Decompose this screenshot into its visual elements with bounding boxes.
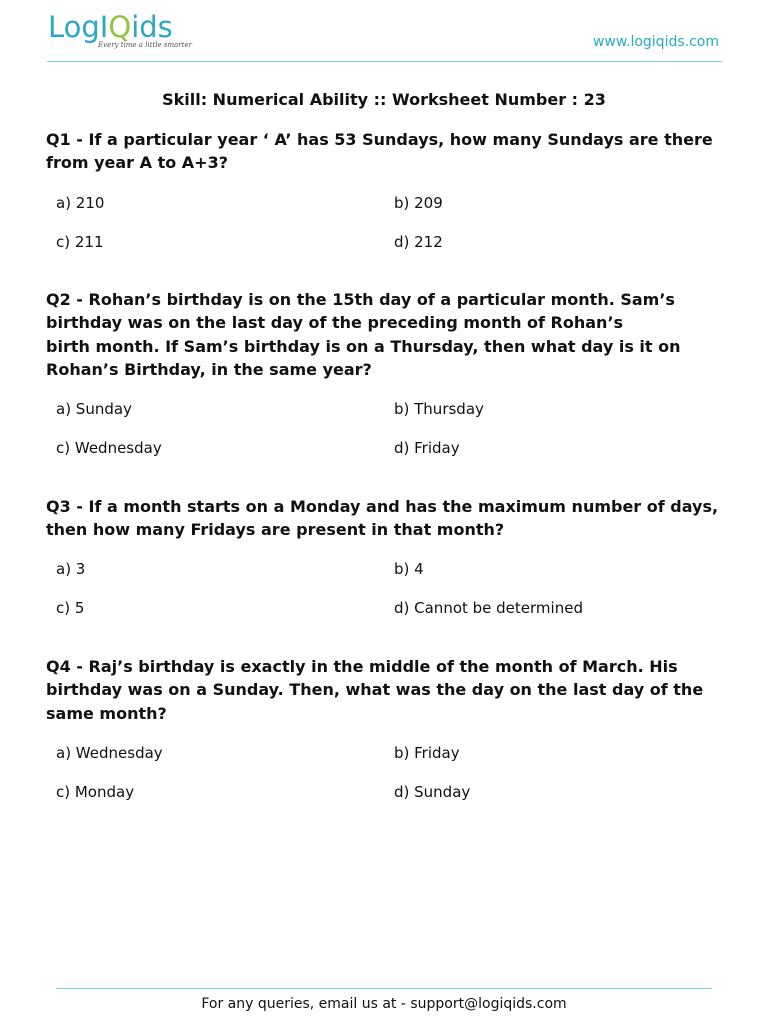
q2-option-b: b) Thursday [394, 400, 484, 418]
question-3-text [46, 495, 726, 542]
question-4-text [46, 655, 726, 725]
page-header [0, 0, 768, 62]
q4-option-c: c) Monday [56, 783, 135, 801]
q3-option-c: c) 5 [56, 599, 85, 617]
question-line: then how many Fridays are present in that month? [46, 520, 505, 540]
q3-option-d: d) Cannot be determined [394, 599, 583, 617]
logo-text-part3: ids [131, 10, 173, 44]
question-line: birth month. If Sam’s birthday is on a Thursday, then what day is it on [46, 336, 681, 356]
logo-text-part1: LogI [48, 10, 109, 44]
q2-option-a: a) Sunday [56, 400, 132, 418]
question-line: Q1 - If a particular year ‘ A’ has 53 Sundays, how many Sundays are there [46, 130, 713, 149]
question-line: Q2 - Rohan’s birthday is on the 15th day of a particular month. Sam’s [46, 290, 675, 309]
q1-option-a: a) 210 [56, 194, 105, 212]
site-url-link[interactable]: www.logiqids.com [592, 34, 719, 50]
logo-text-part2: Q [108, 10, 132, 44]
question-line: birthday was on the last day of the preceding month of Rohan’s [46, 313, 624, 333]
question-line: same month? [46, 703, 167, 723]
worksheet-title: Skill: Numerical Ability :: Worksheet Number : 23 [162, 90, 606, 109]
q2-option-d: d) Friday [394, 439, 460, 457]
header-divider [47, 61, 722, 62]
q1-option-c: c) 211 [56, 233, 104, 251]
question-line: birthday was on a Sunday. Then, what was the day on the last day of the [46, 680, 704, 700]
q1-option-b: b) 209 [394, 194, 443, 212]
q3-option-b: b) 4 [394, 560, 424, 578]
footer-divider [56, 988, 712, 989]
logo-tagline: Every time a little smarter [98, 41, 192, 49]
question-line: Q3 - If a month starts on a Monday and has the maximum number of days, [46, 497, 719, 516]
question-1-text [46, 128, 726, 175]
question-line: from year A to A+3? [46, 153, 228, 173]
q4-option-d: d) Sunday [394, 783, 471, 801]
question-line: Rohan’s Birthday, in the same year? [46, 360, 372, 380]
q4-option-b: b) Friday [394, 744, 460, 762]
question-line: Q4 - Raj’s birthday is exactly in the middle of the month of March. His [46, 657, 678, 676]
question-2-text [46, 288, 726, 382]
q1-option-d: d) 212 [394, 233, 443, 251]
q2-option-c: c) Wednesday [56, 439, 162, 457]
logiqids-logo [48, 10, 208, 56]
logo-wordmark [48, 10, 208, 44]
footer-contact: For any queries, email us at - support@logiqids.com [201, 996, 567, 1012]
q4-option-a: a) Wednesday [56, 744, 163, 762]
q3-option-a: a) 3 [56, 560, 86, 578]
